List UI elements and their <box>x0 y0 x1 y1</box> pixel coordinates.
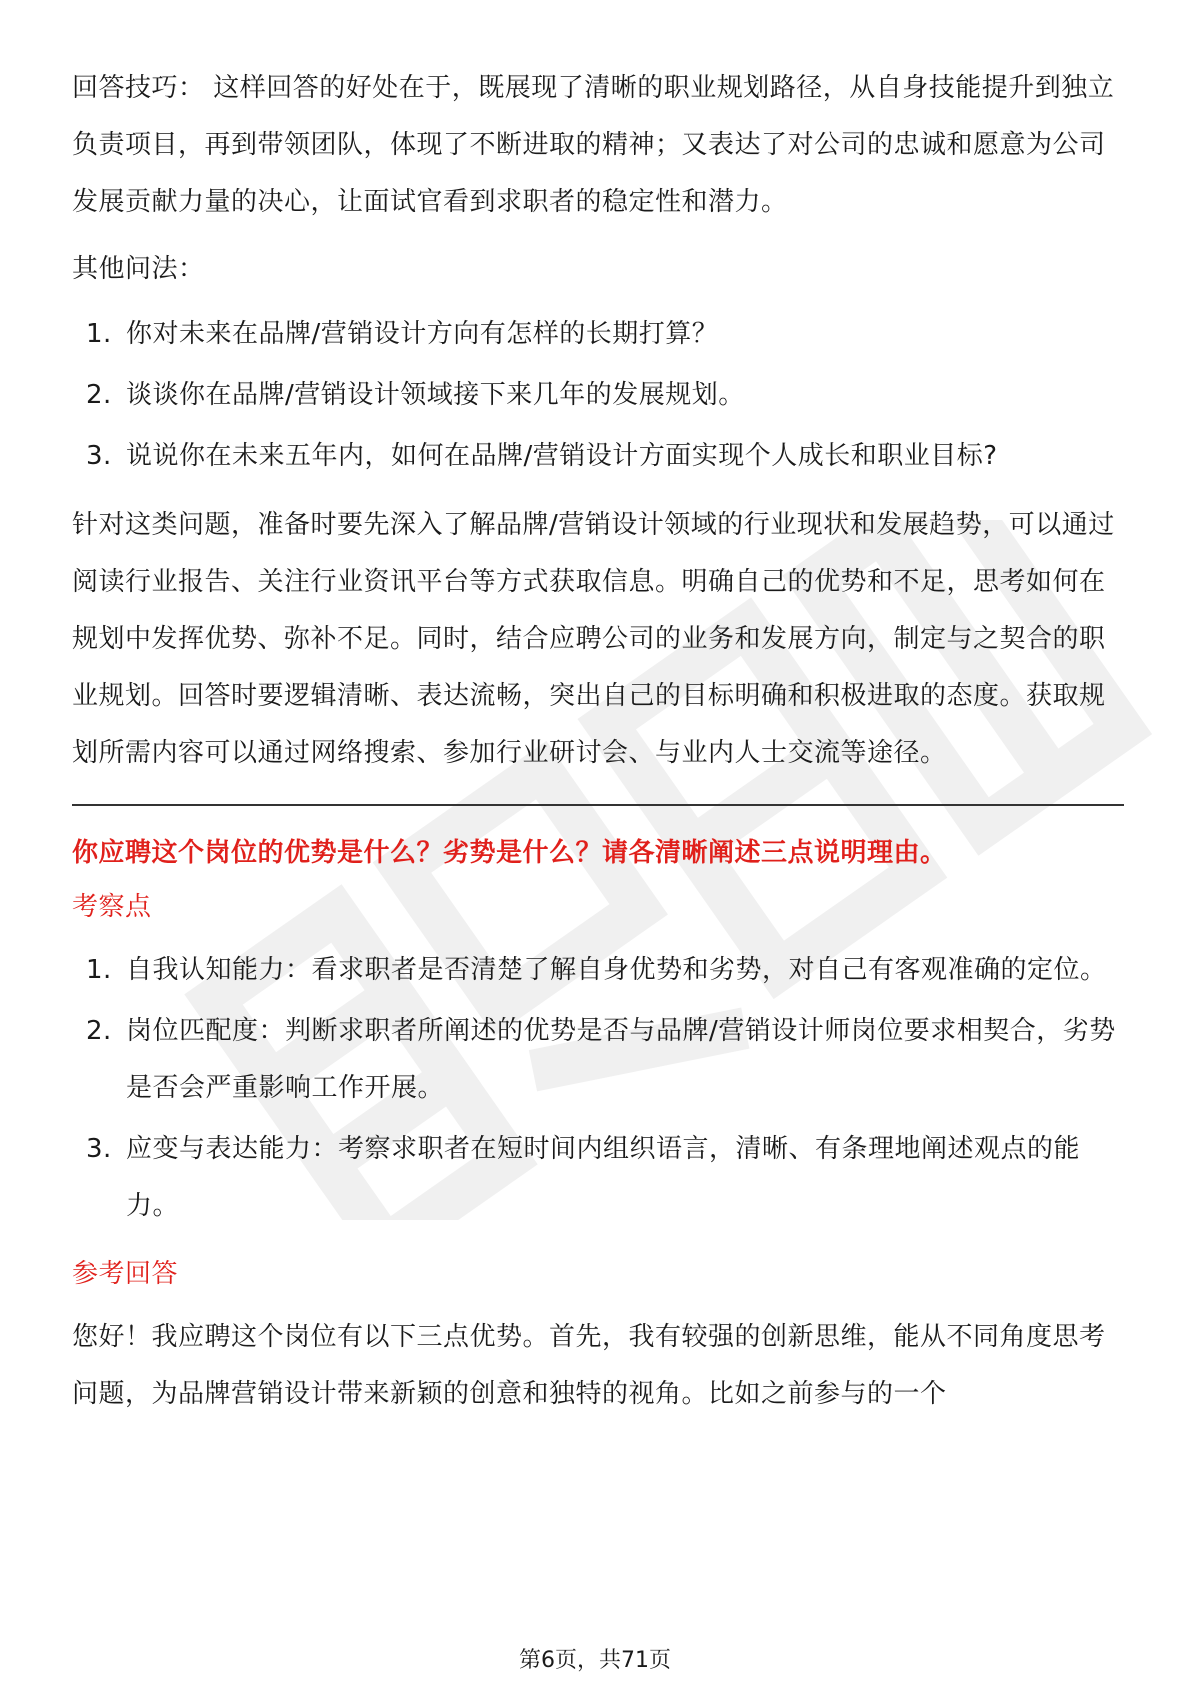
list-item <box>72 306 1124 363</box>
reference-answer-title: 参考回答 <box>72 1259 179 1289</box>
interview-question-heading: 你应聘这个岗位的优势是什么？劣势是什么？请各清晰阐述三点说明理由。 <box>72 838 947 868</box>
answer-tip-paragraph: 回答技巧： 这样回答的好处在于，既展现了清晰的职业规划路径，从自身技能提升到独立负责项目，再到带领团队，体现了不断进取的精神；又表达了对公司的忠诚和愿意为公司发展贡献力量的决心，让面试官看到求职者的稳定性和潜力。 <box>72 73 1115 217</box>
list-item-text: 应变与表达能力：考察求职者在短时间内组织语言，清晰、有条理地阐述观点的能力。 <box>126 1134 1081 1221</box>
section-divider <box>72 804 1124 806</box>
reference-answer-paragraph: 您好！我应聘这个岗位有以下三点优势。首先，我有较强的创新思维，能从不同角度思考问题，为品牌营销设计带来新颖的创意和独特的视角。比如之前参与的一个 <box>72 1322 1106 1409</box>
list-number: 1. <box>86 955 112 985</box>
list-item-text: 你对未来在品牌/营销设计方向有怎样的长期打算？ <box>126 319 719 349</box>
page-number-footer: 第6页，共71页 <box>519 1648 671 1673</box>
list-item <box>72 428 1124 485</box>
list-item-text: 岗位匹配度：判断求职者所阐述的优势是否与品牌/营销设计师岗位要求相契合，劣势是否会严重影响工作开展。 <box>126 1016 1116 1103</box>
list-number: 1. <box>86 319 112 349</box>
assessment-points-list <box>72 942 1124 1235</box>
list-item-text: 说说你在未来五年内，如何在品牌/营销设计方面实现个人成长和职业目标? <box>126 441 998 471</box>
list-number: 2. <box>86 380 112 410</box>
list-item <box>72 1003 1124 1117</box>
page-content <box>72 60 1124 1423</box>
list-number: 3. <box>86 441 112 471</box>
list-item <box>72 1121 1124 1235</box>
list-item-text: 谈谈你在品牌/营销设计领域接下来几年的发展规划。 <box>126 380 745 410</box>
list-number: 2. <box>86 1016 112 1046</box>
list-number: 3. <box>86 1134 112 1164</box>
list-item-text: 自我认知能力：看求职者是否清楚了解自身优势和劣势，对自己有客观准确的定位。 <box>126 955 1107 985</box>
list-item <box>72 367 1124 424</box>
assessment-points-title: 考察点 <box>72 892 152 922</box>
list-item <box>72 942 1124 999</box>
other-questions-list <box>72 306 1124 485</box>
preparation-advice-paragraph: 针对这类问题，准备时要先深入了解品牌/营销设计领域的行业现状和发展趋势，可以通过阅读行业报告、关注行业资讯平台等方式获取信息。明确自己的优势和不足，思考如何在规划中发挥优势、弥补不足。同时，结合应聘公司的业务和发展方向，制定与之契合的职业规划。回答时要逻辑清晰、表达流畅，突出自己的目标明确和积极进取的态度。获取规划所需内容可以通过网络搜索、参加行业研讨会、与业内人士交流等途径。 <box>72 510 1115 768</box>
other-questions-label: 其他问法： <box>72 254 205 284</box>
